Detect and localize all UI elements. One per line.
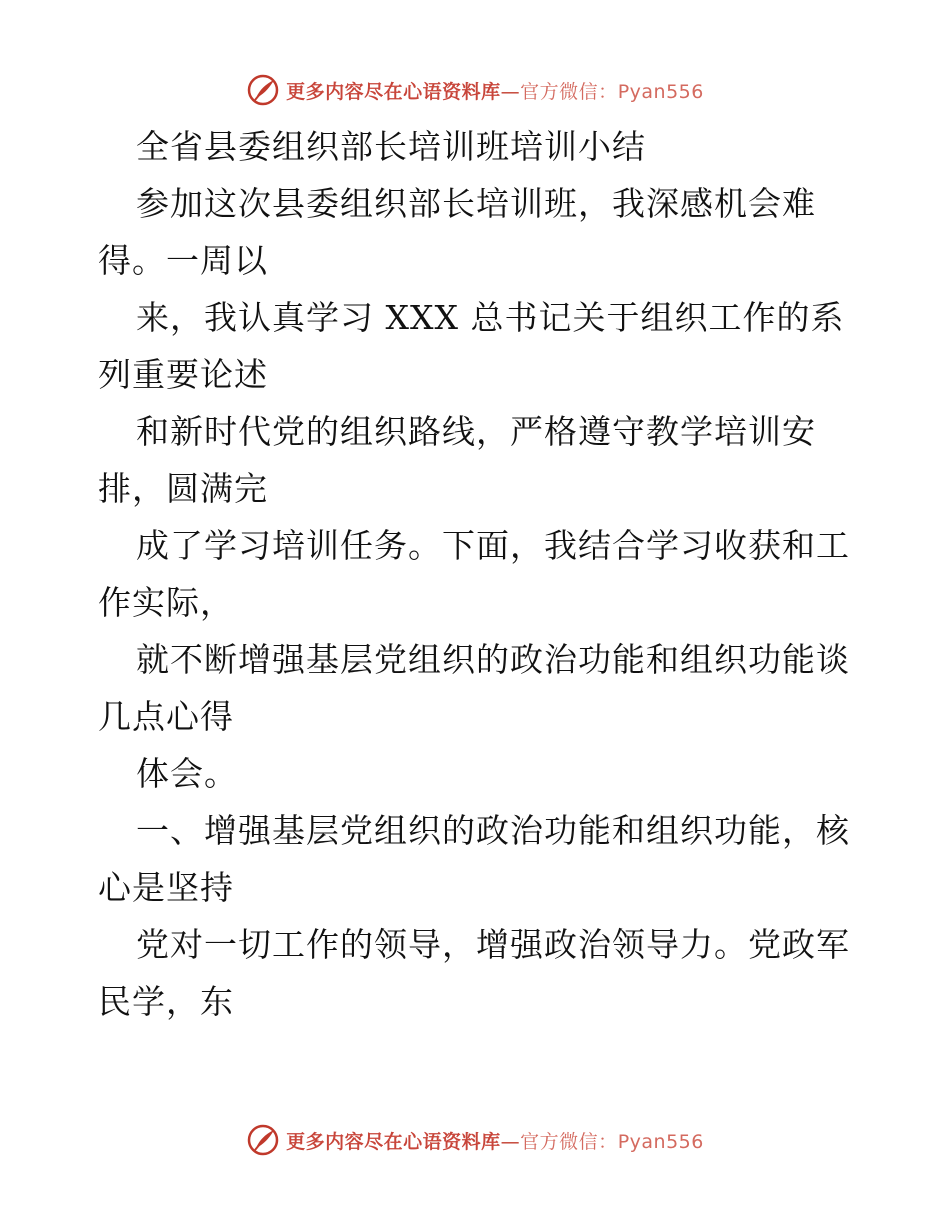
document-line: 一、增强基层党组织的政治功能和组织功能，核 xyxy=(136,811,850,850)
document-line: 和新时代党的组织路线，严格遵守教学培训安 xyxy=(136,412,816,451)
watermark-header xyxy=(0,70,950,110)
document-line: 几点心得 xyxy=(98,697,234,736)
document-line: 来，我认真学习 XXX 总书记关于组织工作的系 xyxy=(136,298,845,337)
watermark-brand: 更多内容尽在心语资料库 xyxy=(286,1130,501,1153)
document-line: 排，圆满完 xyxy=(98,469,268,508)
watermark-brand: 更多内容尽在心语资料库 xyxy=(286,80,501,103)
document-line: 体会。 xyxy=(136,754,238,793)
feather-circle-logo-icon xyxy=(246,73,280,107)
watermark-wechat-id: Pyan556 xyxy=(617,1130,704,1153)
document-line: 就不断增强基层党组织的政治功能和组织功能谈 xyxy=(136,640,850,679)
watermark-dash: — xyxy=(500,1130,521,1153)
document-line: 列重要论述 xyxy=(98,355,268,394)
watermark-dash: — xyxy=(500,80,521,103)
watermark-wechat-id: Pyan556 xyxy=(617,80,704,103)
document-line: 作实际， xyxy=(98,583,234,622)
watermark-text xyxy=(286,1127,704,1154)
document-line: 成了学习培训任务。下面，我结合学习收获和工 xyxy=(136,526,850,565)
document-line: 党对一切工作的领导，增强政治领导力。党政军 xyxy=(136,925,850,964)
watermark-text xyxy=(286,77,704,104)
document-line: 心是坚持 xyxy=(98,868,234,907)
document-line: 全省县委组织部长培训班培训小结 xyxy=(136,127,646,166)
watermark-footer xyxy=(0,1120,950,1160)
feather-circle-logo-icon xyxy=(246,1123,280,1157)
document-line: 得。一周以 xyxy=(98,241,268,280)
document-line: 民学，东 xyxy=(98,982,234,1021)
watermark-wechat-label: 官方微信： xyxy=(520,1130,618,1153)
document-line: 参加这次县委组织部长培训班，我深感机会难 xyxy=(136,184,816,223)
watermark-wechat-label: 官方微信： xyxy=(520,80,618,103)
document-body xyxy=(98,118,868,1030)
